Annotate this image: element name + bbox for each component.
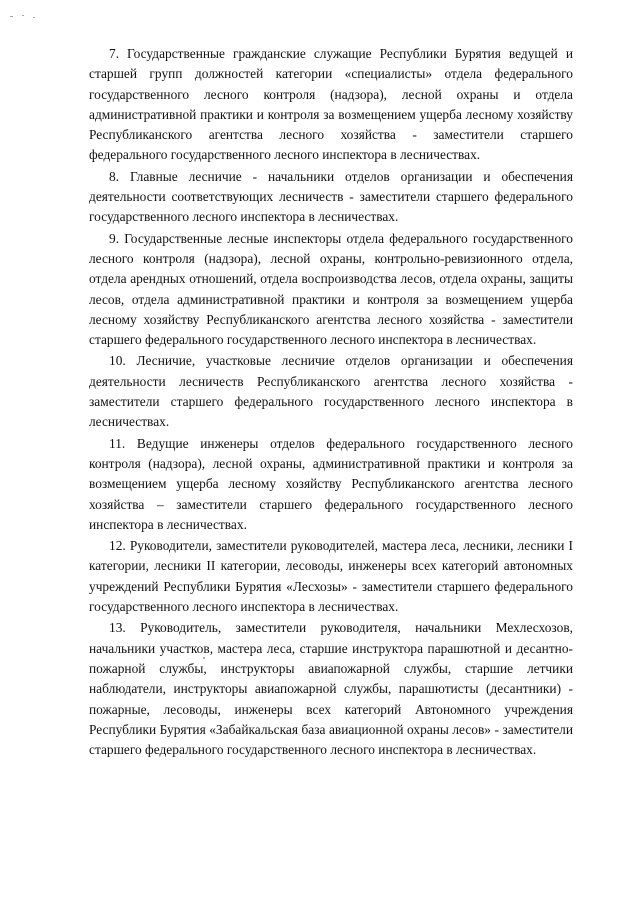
- paragraph-13: 13. Руководитель, заместители руководителя, начальники Мехлесхозов, начальники участков, мастера леса, старшие инструктора парашютной и десантно-пожарной службы, инструкторы авиапожарной службы, старшие летчики наблюдатели, инструкторы авиапожарной службы, парашютисты (десантники) - пожарные, лесоводы, инженеры всех категорий Автономного учреждения Республики Бурятия «Забайкальская база авиационной охраны лесов» - заместители старшего федерального государственного лесного инспектора в лесничествах.: [89, 620, 573, 758]
- paragraph-10: 10. Лесничие, участковые лесничие отделов организации и обеспечения деятельности лесничеств Республиканского агентства лесного хозяйства - заместители старшего федерального государственного лесного инспектора в лесничествах.: [89, 353, 573, 430]
- paragraph-7: 7. Государственные гражданские служащие Республики Бурятия ведущей и старшей групп должностей категории «специалисты» отдела федерального государственного лесного контроля (надзора), лесной охраны и отдела административной практики и контроля за возмещением ущерба лесному хозяйству Республиканского агентства лесного хозяйства - заместители старшего федерального государственного лесного инспектора в лесничествах.: [89, 46, 573, 163]
- paragraph-12: 12. Руководители, заместители руководителей, мастера леса, лесники, лесники I категории, лесники II категории, лесоводы, инженеры всех категорий автономных учреждений Республики Бурятия «Лесхозы» - заместители старшего федерального государственного лесного инспектора в лесничествах.: [89, 538, 573, 615]
- paragraph-9: 9. Государственные лесные инспекторы отдела федерального государственного лесного контроля (надзора), лесной охраны, контрольно-ревизионного отдела, отдела арендных отношений, отдела воспроизводства лесов, отдела охраны, защиты лесов, отдела административной практики и контроля за возмещением ущерба лесному хозяйству Республиканского агентства лесного хозяйства - заместители старшего федерального государственного лесного инспектора в лесничествах.: [89, 230, 573, 348]
- paragraph-8: 8. Главные лесничие - начальники отделов организации и обеспечения деятельности соответствующих лесничеств - заместители старшего федерального государственного лесного инспектора в лесничествах.: [89, 168, 573, 225]
- scan-speck: [22, 15, 24, 16]
- paragraph-11: 11. Ведущие инженеры отделов федерального государственного лесного контроля (надзора), лесной охраны, административной практики и контроля за возмещением ущерба лесному хозяйству Республиканского агентства лесного хозяйства – заместители старшего федерального государственного лесного инспектора в лесничествах.: [89, 435, 573, 532]
- scan-speck: [33, 17, 35, 18]
- scan-speck: [10, 16, 13, 17]
- document-body: [89, 44, 573, 761]
